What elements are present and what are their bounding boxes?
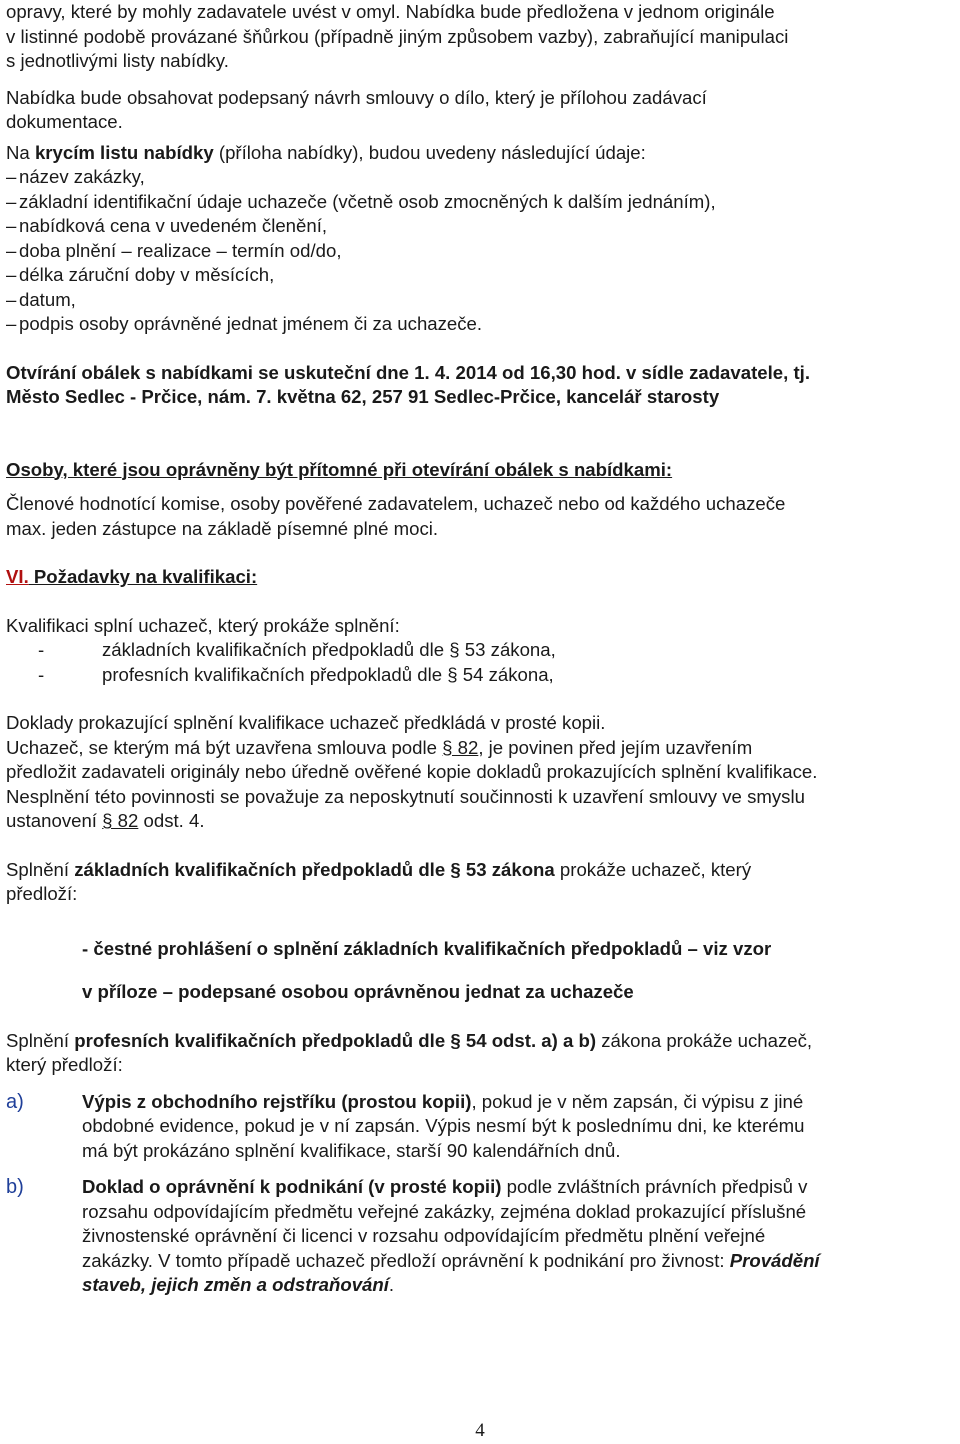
document-page [6, 0, 954, 1298]
cover-sheet-intro: Na krycím listu nabídky (příloha nabídky), budou uvedeny následující údaje: [6, 141, 646, 163]
list-item: – podpis osoby oprávněné jednat jménem či za uchazeče. [6, 313, 483, 334]
para-offer-form-line2: v listinné podobě provázané šňůrkou (případně jiným způsobem vazby), zabraňující manipulaci [6, 25, 789, 47]
page-number: 4 [475, 1420, 485, 1441]
persons-line1: Členové hodnotící komise, osoby pověřené zadavatelem, uchazeč nebo od každého uchazeče [6, 493, 786, 514]
qualification-intro: Kvalifikaci splní uchazeč, který prokáže splnění: [6, 614, 400, 636]
docs-line2: Uchazeč, se kterým má být uzavřena smlouva podle § 82, je povinen před jejím uzavřením [6, 736, 753, 758]
opening-line2: Město Sedlec - Prčice, nám. 7. května 62, 257 91 Sedlec-Prčice, kancelář starosty [6, 386, 720, 407]
para-offer-form-line3: s jednotlivými listy nabídky. [6, 50, 229, 71]
prof-item-a: a) Výpis z obchodního rejstříku (prostou kopii), pokud je v něm zapsán, či výpisu z jiné obdobné evidence, pokud je v ní zapsán. Výpis nesmí být k poslednímu dni, ke kterému má být prokázáno splnění kvalifikace, starší 90 kalendářních dnů. [6, 1090, 954, 1164]
docs-line4: Nesplnění této povinnosti se považuje za neposkytnutí součinnosti k uzavření smlouvy ve smyslu [6, 785, 805, 807]
docs-line3: předložit zadavateli originály nebo úředně ověřené kopie dokladů prokazujících splnění kvalifikace. [6, 761, 818, 782]
list-item: – základní identifikační údaje uchazeče (včetně osob zmocněných k dalším jednáním), [6, 190, 716, 212]
prof-line1: Splnění profesních kvalifikačních předpokladů dle § 54 odst. a) a b) zákona prokáže uchazeč, [6, 1029, 813, 1051]
basic-line2: předloží: [6, 883, 78, 904]
item-letter-b: b) [6, 1176, 24, 1199]
qualification-item-basic: - základních kvalifikačních předpokladů dle § 53 zákona, [38, 639, 556, 660]
list-item: – datum, [6, 288, 76, 310]
para-offer-form-line1: opravy, které by mohly zadavatele uvést v omyl. Nabídka bude předložena v jednom originále [6, 1, 775, 22]
cover-sheet-list [6, 165, 954, 337]
para-contract-line1: Nabídka bude obsahovat podepsaný návrh smlouvy o dílo, který je přílohou zadávací [6, 86, 707, 108]
basic-line1: Splnění základních kvalifikačních předpokladů dle § 53 zákona prokáže uchazeč, který [6, 858, 752, 880]
docs-line5: ustanovení § 82 odst. 4. [6, 810, 205, 831]
docs-line1: Doklady prokazující splnění kvalifikace uchazeč předkládá v prosté kopii. [6, 712, 606, 733]
section-heading: VI. Požadavky na kvalifikaci: [6, 566, 258, 587]
list-item: – délka záruční doby v měsících, [6, 264, 275, 285]
persons-line2: max. jeden zástupce na základě písemné plné moci. [6, 517, 439, 539]
item-letter-a: a) [6, 1090, 24, 1113]
list-item: – doba plnění – realizace – termín od/do, [6, 239, 342, 261]
prof-line2: který předloží: [6, 1054, 123, 1076]
opening-line1: Otvírání obálek s nabídkami se uskuteční dne 1. 4. 2014 od 16,30 hod. v sídle zadavatele, tj. [6, 361, 810, 383]
list-item: – název zakázky, [6, 166, 145, 187]
list-item: – nabídková cena v uvedeném členění, [6, 215, 328, 236]
qualification-item-professional: - profesních kvalifikačních předpokladů dle § 54 zákona, [38, 663, 554, 685]
basic-declaration-line1: - čestné prohlášení o splnění základních kvalifikačních předpokladů – viz vzor [82, 938, 772, 960]
basic-declaration-line2: v příloze – podepsané osobou oprávněnou jednat za uchazeče [82, 981, 634, 1003]
prof-item-b: b) Doklad o oprávnění k podnikání (v prosté kopii) podle zvláštních právních předpisů v rozsahu odpovídajícím předmětu veřejné zakázky, zejména doklad prokazující příslušné živnostenské oprávnění či licenci v rozsahu odpovídajícím předmětu plnění veřejné zakázky. V tomto případě uchazeč předloží oprávnění k podnikání pro živnost: Provádění staveb, jejich změn a odstraňování. [6, 1175, 954, 1298]
persons-heading: Osoby, které jsou oprávněny být přítomné při otevírání obálek s nabídkami: [6, 458, 673, 480]
para-contract-line2: dokumentace. [6, 111, 123, 132]
